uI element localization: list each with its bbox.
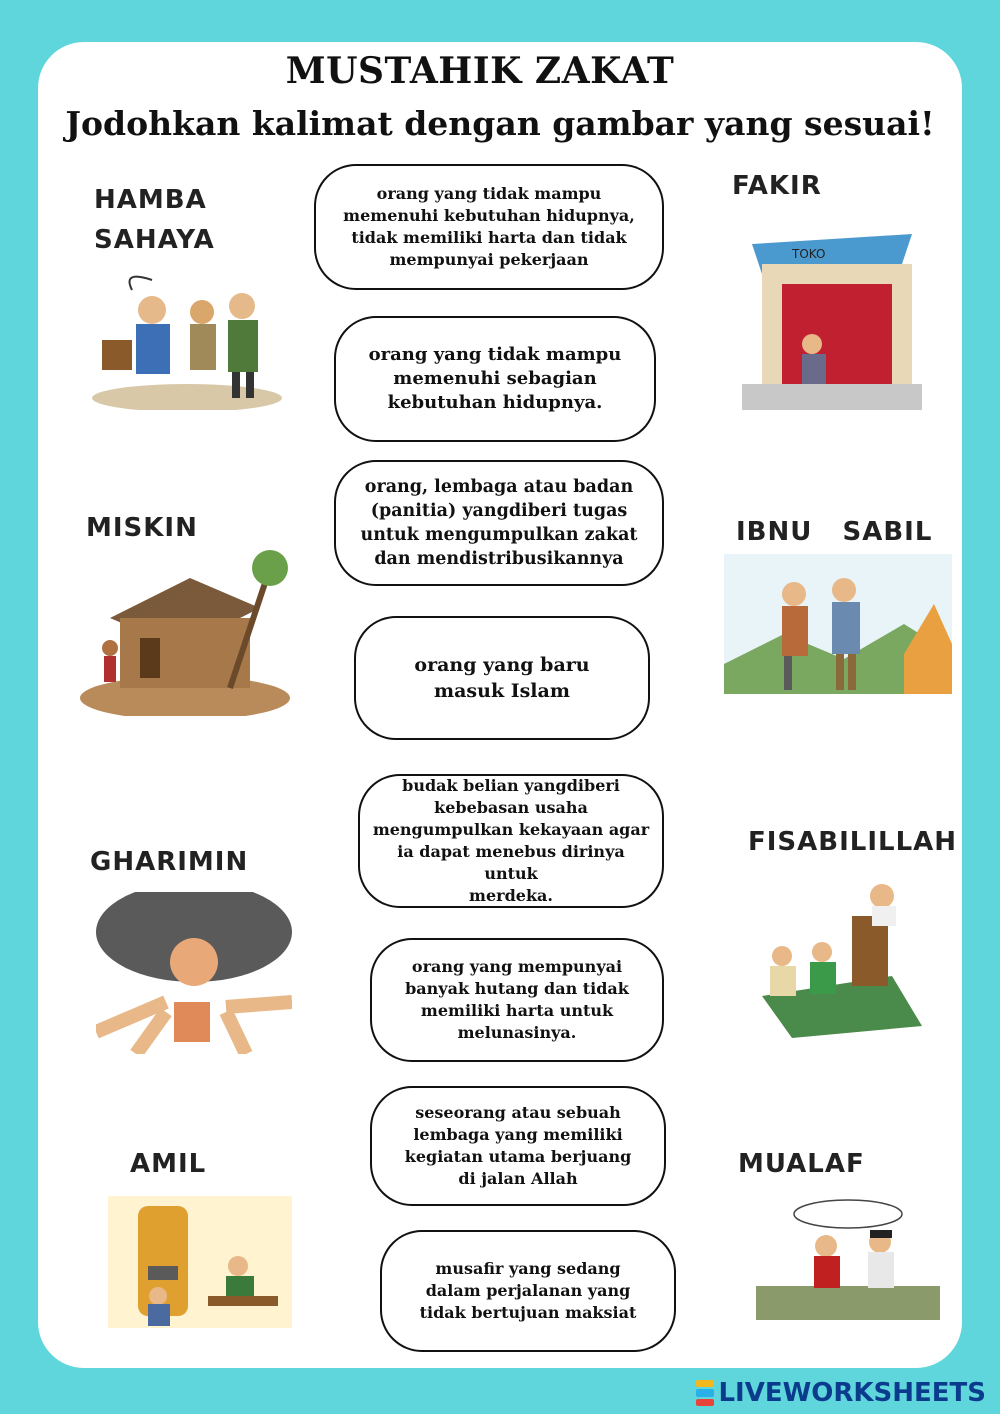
definition-box-6[interactable] — [370, 938, 664, 1062]
definition-box-2[interactable] — [334, 316, 656, 442]
label-miskin: MISKIN — [86, 513, 198, 543]
liveworksheets-icon — [696, 1380, 714, 1406]
page-title: MUSTAHIK ZAKAT — [285, 50, 675, 92]
label-gharimin: GHARIMIN — [90, 847, 249, 877]
definition-text: orang yang mempunyai banyak hutang dan tidak memiliki harta untuk melunasinya. — [405, 957, 629, 1042]
hut-illustration-icon[interactable] — [80, 548, 290, 716]
definition-text: orang yang baru masuk Islam — [414, 654, 590, 702]
shop-sign-text: TOKO — [792, 247, 826, 261]
definition-box-5[interactable] — [358, 774, 664, 908]
definition-text: orang yang tidak mampu memenuhi kebutuhan hidupnya, tidak memiliki harta dan tidak mempunyai pekerjaan — [343, 184, 635, 269]
slave-illustration-icon[interactable] — [92, 270, 282, 410]
definition-text: orang, lembaga atau badan (panitia) yangdiberi tugas untuk mengumpulkan zakat dan mendistribusikannya — [360, 477, 638, 569]
label-mualaf: MUALAF — [738, 1149, 865, 1179]
label-ibnu-sabil: IBNU SABIL — [736, 517, 933, 547]
liveworksheets-logo — [696, 1378, 986, 1408]
definition-box-8[interactable] — [380, 1230, 676, 1352]
definition-box-3[interactable] — [334, 460, 664, 586]
definition-text: orang yang tidak mampu memenuhi sebagian kebutuhan hidupnya. — [368, 344, 622, 413]
label-fakir: FAKIR — [732, 171, 822, 201]
label-amil: AMIL — [130, 1149, 207, 1179]
label-fisabilillah: FISABILILLAH — [748, 827, 958, 857]
debt-illustration-icon[interactable] — [96, 892, 292, 1054]
zakat-collector-illustration-icon[interactable] — [108, 1196, 292, 1328]
traveler-illustration-icon[interactable] — [724, 554, 952, 694]
definition-box-4[interactable] — [354, 616, 650, 740]
definition-box-7[interactable] — [370, 1086, 666, 1206]
definition-box-1[interactable] — [314, 164, 664, 290]
label-hamba-sahaya: HAMBA SAHAYA — [94, 185, 215, 255]
definition-text: seseorang atau sebuah lembaga yang memiliki kegiatan utama berjuang di jalan Allah — [404, 1103, 632, 1188]
shahada-illustration-icon[interactable] — [756, 1196, 940, 1320]
instruction-text: Jodohkan kalimat dengan gambar yang sesuai! — [65, 104, 935, 143]
definition-text: musafir yang sedang dalam perjalanan yang tidak bertujuan maksiat — [419, 1259, 637, 1322]
definition-text: budak belian yangdiberi kebebasan usaha mengumpulkan kekayaan agar ia dapat menebus dirinya untuk merdeka. — [372, 776, 650, 905]
poor-shop-illustration-icon[interactable] — [732, 214, 922, 410]
brand-text: LIVEWORKSHEETS — [718, 1378, 986, 1408]
preacher-illustration-icon[interactable] — [752, 876, 922, 1038]
